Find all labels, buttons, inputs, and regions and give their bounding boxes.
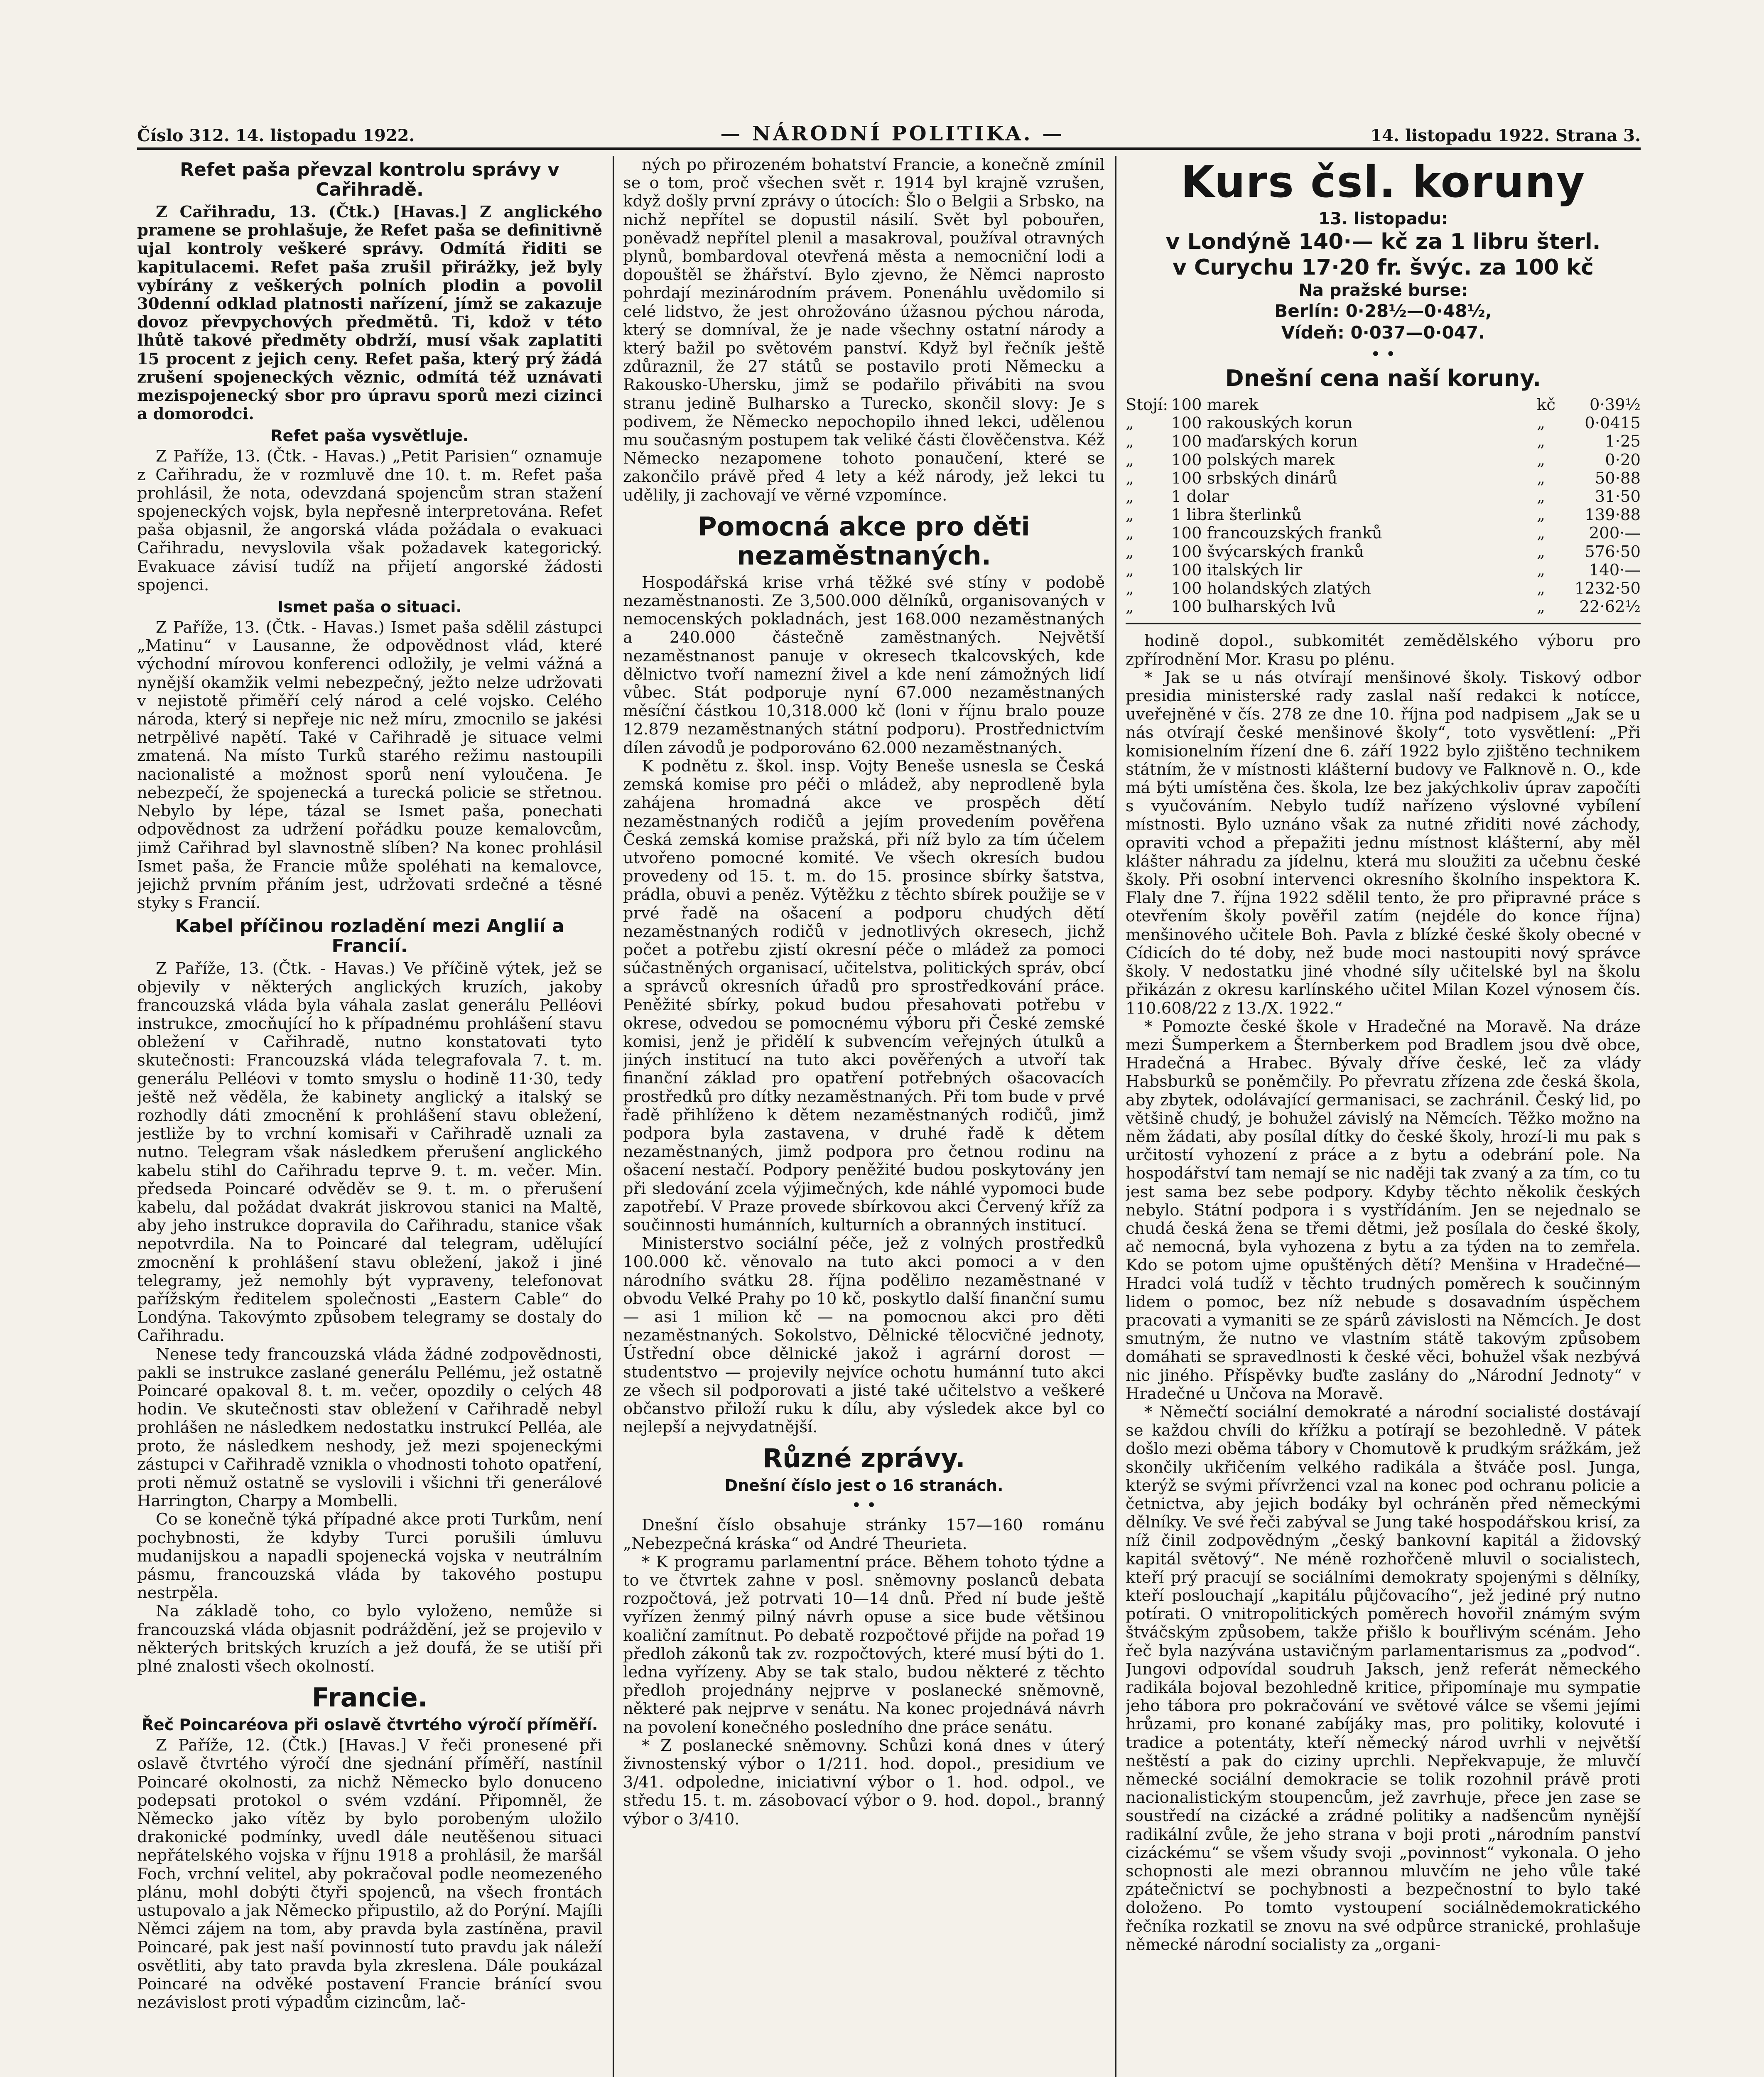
article-paragraph: Z Cařihradu, 13. (Čtk.) [Havas.] Z anglického pramene se prohlašuje, že Refet paša se definitivně ujal kontroly veškeré správy. Odmítá řiditi se kapitulacemi. Refet paša zrušil přirážky, jež byly vybírány z veškerých polních plodin a povolil 30denní odklad platnosti nařízení, jímž se zakazuje dovoz převpychových předmětů. Ti, kdož v této lhůtě takové předměty obdrží, musí však zaplatiti 15 procent z jejich ceny. Refet paša, který prý žádá zrušení spojeneckých věznic, odmítá též uznávati mezispojenecký sbor pro úpravu sporů mezi cizinci a domorodci. bbox=[137, 203, 602, 424]
rate-prefix: „ bbox=[1126, 469, 1134, 488]
rate-value: 31·50 bbox=[1595, 487, 1641, 506]
article-paragraph: Na základě toho, co bylo vyloženo, nemůže si francouzská vláda objasnit podráždění, jež se projevilo v některých britských kruzích a jež doufá, že se utiší při plné znalosti všech okolností. bbox=[137, 1602, 602, 1676]
article-paragraph: Co se konečně týká případné akce proti Turkům, není pochybnosti, že kdyby Turci porušili úmluvu mudanijskou a napadli spojenecká vojska v neutrálním pásmu, francouzská vláda by takového postupu nestrpěla. bbox=[137, 1510, 602, 1603]
article-heading: Kabel příčinou rozladění mezi Anglií a Francií. bbox=[175, 916, 564, 957]
rate-row bbox=[1126, 579, 1641, 598]
rate-unit: „ bbox=[1537, 560, 1545, 579]
article-paragraph: * Němečtí sociální demokraté a národní socialisté dostávají se každou chvíli do křížku a potírají se bezohledně. V pátek došlo mezi oběma tábory v Chomutově k prudkým srážkám, jež skončily ukřičením velkého radikála a štváče posl. Junga, kterýž se svými přívrženci vzal na konec pod ochranu policie a četnictva, aby jejich bodáky byl ochráněn před německými dělníky. Ve své řeči zabýval se Jung také hospodářskou krisí, za níž činil zodpovědným „český bankovní kapitál a židovský kapitál světový“. Ne méně rozhořčeně mluvil o socialistech, kteří prý pracují se sociálními demokraty spojenými s dělníky, kteří poslouchají „kapitálu půjčovacího“, jež jediné prý nutno potírati. O vnitropolitických poměrech hovořil známým svým štváčským způsobem, takže přišlo k bouřlivým scénám. Jeho řeč byla nazývána ustavičným parlamentarismus za „podvod“. Jungovi odpovídal soudruh Jaksch, jenž referát německého radikála bojoval bezohledně kritice, připomínaje mu sympatie jeho tábora pro pokračování ve světové válce se všemi jejími hrůzami, pro konané zabíjáky mas, pro politiky, kolovuté i tradice a potentáty, kteří německý národ uvrhli v největší neštěstí a pak do ciziny uprchli. Nepřekvapuje, že mluvčí německé sociální demokracie se tolik rozohnil právě proti nacionalistickým stoupencům, jež zavrhuje, přece jen zase se soustředí na cizácké a zrádné politiky a nadšencům nynější radikální zvůle, že jeho strana v boji proti „národním panství cizáckému“ se všem všudy svoji „povinnost“ vykonala. O jeho schopnosti ale mezi obrannou mluvčím ne jeho vůle také zpátečnictví se pochybnosti a bezpečnostní to bylo také doloženo. Po tomto vystoupení sociálnědemokratického řečníka rozkatil se znovu na své odpůrce stranické, prohlašuje německé národní socialisty za „organi- bbox=[1126, 1402, 1641, 1954]
rate-row bbox=[1126, 524, 1641, 543]
article-paragraph: * Z poslanecké sněmovny. Schůzi koná dnes v úterý živnostenský výbor o 1/211. hod. dopol., presidium ve 3/41. odpoledne, iniciativní výbor o 1. hod. odpol., ve středu 15. t. m. zásobovací výbor o 9. hod. dopol., branný výbor o 3/410. bbox=[623, 1736, 1105, 1829]
article-paragraph: Z Paříže, 13. (Čtk. - Havas.) Ismet paša sdělil zástupci „Matinu“ v Lausanne, že odpovědnost vlád, které východní mírovou konferenci odložily, je velmi vážná a nynější okamžik velmi nebezpečný, ježto nelze udržovati v nejistotě přiměří celý národ a celé vojsko. Celého národa, který si nepřeje nic než míru, zmocnilo se jakési netrpělivé napětí. Také v Cařihradě je situace velmi zmatená. Na místo Turků starého režimu nastoupili nacionalisté a možnost sporů není vyloučena. Je nebezpečí, že spojenecká a turecká policie se střetnou. Nebylo by lépe, tázal se Ismet paša, ponechati odpovědnost za udržení pořádku pouze kemalovcům, jimž Cařihrad byl slavnostně slíben? Na konec prohlásil Ismet paša, že Francie může spoléhati na kemalovce, jejichž prvním přáním jest, udržovati srdečné a těsné styky s Francií. bbox=[137, 618, 602, 913]
burse-heading: Na pražské burse: bbox=[1298, 281, 1468, 300]
rate-prefix: „ bbox=[1126, 542, 1134, 561]
rate-label: 100 polských marek bbox=[1171, 450, 1335, 469]
rate-unit: „ bbox=[1537, 597, 1545, 616]
rates-table bbox=[1126, 396, 1641, 616]
rate-value: 139·88 bbox=[1585, 506, 1641, 525]
exchange-rate-title: Kurs čsl. koruny bbox=[1180, 157, 1586, 207]
rate-prefix: „ bbox=[1126, 506, 1134, 525]
rate-unit: „ bbox=[1537, 487, 1545, 506]
newspaper-title: — NÁRODNÍ POLITIKA. — bbox=[720, 122, 1065, 145]
section-heading: Francie. bbox=[312, 1682, 428, 1713]
rate-unit: „ bbox=[1537, 432, 1545, 451]
article-paragraph: Z Paříže, 13. (Čtk. - Havas.) Ve příčině výtek, jež se objevily v některých anglických kruzích, jakoby francouzská vláda byla váhala zaslat generálu Pelléovi instrukce, zmocňující ho k případnému prohlášení stavu obležení v Cařihradě, nutno konstatovati tyto skutečnosti: Francouzská vláda telegrafovala 7. t. m. generálu Pelléovi v tomto smyslu o hodině 11·30, tedy ještě než věděla, že kabinety anglický a italský se rozhodly dáti zmocnění k prohlášení stavu obležení, jestliže by to vrchní komisaři v Cařihradě uznali za nutno. Telegram však následkem přerušení anglického kabelu stihl do Cařihradu teprve 9. t. m. večer. Min. předseda Poincaré odvěděv se 9. t. m. o přerušení kabelu, dal požádat dvakrát jiskrovou stanici na Maltě, aby jeho instrukce dopravila do Cařihradu, stanice však nepotvrdila. Na to Poincaré dal telegram, udělující zmocnění k prohlášení stavu obležení, jakož i jiné telegramy, jež nemohly být vypraveny, telefonovat pařížským ředitelem společnosti „Eastern Cable“ do Londýna. Takovýmto způsobem telegramy se dostaly do Cařihradu. bbox=[137, 959, 602, 1345]
rate-row bbox=[1126, 451, 1641, 469]
column-divider bbox=[613, 156, 614, 2077]
article-paragraph: Z Paříže, 12. (Čtk.) [Havas.] V řeči pronesené při oslavě čtvrtého výročí dne sjednání příměří, nastínil Poincaré okolnosti, za nichž Německo bylo donuceno podepsati protokol o svém vzdání. Připomněl, že Německo jako vítěz by bylo porobeným uložilo drakonické podmínky, uvedl dále neutěšenou situaci nepřátelského vojska v říjnu 1918 a prohlásil, že maršál Foch, vrchní velitel, aby pokračoval podle neomezeného plánu, mohl dobýti čtyři spojenců, na všech frontách ustupovalo a jak Německo připustilo, až do Porýní. Majíli Němci zájem na tom, aby pravda byla zastíněna, pravil Poincaré, pak jest naší povinností tuto pravdu jak náleží osvětliti, aby tato pravda byla zkreslena. Dále poukázal Poincaré na odvěké postavení Francie bránící svou nezávislost proti výpadům cizincům, lač- bbox=[137, 1736, 602, 2012]
article-paragraph: * Pomozte české škole v Hradečné na Moravě. Na dráze mezi Šumperkem a Šternberkem pod Bradlem jsou dvě obce, Hradečná a Hrabec. Bývaly dříve české, leč za vlády Habsburků se poněmčily. Po převratu zřízena zde česká škola, aby zbytek, odolávající germanisaci, se zachránil. Český lid, po většině chudý, je bohužel závislý na Němcích. Těžko možno na něm žádati, aby posílal dítky do české školy, hrozí-li mu pak s určitostí vyhození z práce a z bytu a odebrání pole. Na hospodářství tam nemají se nic naději tak zvaný a za tím, co tu jest sama bez sebe podpory. Kdyby těchto několik českých nebylo. Státní podpora i s vystřídáním. Jen se nejednalo se chudá česká žena se třemi dětmi, jež posílala do české školy, ač nemocná, byla vyhozena z bytu a za týden na to zemřela. Kdo se potom ujme opuštěných dětí? Menšina v Hradečné—Hradci volá tudíž v těchto trudných poměrech k součinným lidem o pomoc, bez níž nebude s dosavadním úspěchem pracovati a vymaniti se ze spárů závislosti na Němcích. Je dost smutným, že nutno ve vlastním státě takovým způsobem domáhati se spravedlnosti k české věci, bohužel však nezbývá nic jiného. Příspěvky buďte zaslány do „Národní Jednoty“ v Hradečné u Unčova na Moravě. bbox=[1126, 1017, 1641, 1403]
column-2 bbox=[623, 156, 1105, 2077]
rate-unit: kč bbox=[1537, 395, 1555, 414]
rate-prefix: „ bbox=[1126, 432, 1134, 451]
rate-row bbox=[1126, 598, 1641, 616]
rate-unit: „ bbox=[1537, 469, 1545, 488]
exchange-rate-london: v Londýně 140·— kč za 1 libru šterl. bbox=[1165, 229, 1601, 254]
rate-unit: „ bbox=[1537, 542, 1545, 561]
article-paragraph: K podnětu z. škol. insp. Vojty Beneše usnesla se Česká zemská komise pro péči o mládež, aby neprodleně byla zahájena hromadná akce ve prospěch dětí nezaměstnaných rodičů a jejím provedením pověřena Česká zemská komise pražská, při níž bylo za tím účelem utvořeno pomocné komité. Ve všech okresích budou provedeny od 15. t. m. do 15. prosince sbírky šatstva, prádla, obuvi a peněz. Výtěžku z těchto sbírek použije se v prvé řadě na ošacení a podporu chudých dětí nezaměstnaných rodičů v jednotlivých okresech, jichž počet a potřebu zjistí okresní péče o mládež za pomoci súčastněných organisací, učitelstva, politických správ, obcí a správců okresních úřadů pro sprostředkování práce. Peněžité sbírky, pokud budou přesahovati potřebu v okrese, odvedou se pomocnému výboru při České zemské komisi, jenž je přidělí k subvencím veřejných útulků a jiných institucí na tuto akci pověřených a utvoří tak finanční základ pro opatření potřebných ošacovacích prostředků pro dítky nezaměstnaných. Při tom bude v prvé řadě přihlíženo k dětem nezaměstnaných rodičů, jimž podpora byla zastavena, v druhé řadě k dětem nezaměstnaných, jimž podpora pro četnou rodinu na ošacení nestačí. Podpory peněžité budou poskytovány jen při sledování zcela výjimečných, kde náhlé vypomoci bude zapotřebí. V Praze provede sbírkovou akci Červený kříž za součinnosti humánních, kulturních a obranných institucí. bbox=[623, 756, 1105, 1235]
header-date-page: 14. listopadu 1922. Strana 3. bbox=[1370, 126, 1641, 145]
column-1 bbox=[137, 156, 602, 2077]
rate-prefix: „ bbox=[1126, 560, 1134, 579]
header-rule bbox=[137, 147, 1641, 150]
rate-row bbox=[1126, 414, 1641, 432]
rate-label: 100 švýcarských franků bbox=[1171, 542, 1364, 561]
section-heading: Různé zprávy. bbox=[763, 1443, 965, 1474]
rate-unit: „ bbox=[1537, 414, 1545, 433]
rate-prefix: „ bbox=[1126, 414, 1134, 433]
rate-label: 100 marek bbox=[1171, 395, 1259, 414]
rate-row bbox=[1126, 469, 1641, 488]
rate-row bbox=[1126, 396, 1641, 414]
page-header bbox=[137, 120, 1641, 145]
column-divider bbox=[1115, 156, 1116, 2077]
rate-label: 100 srbských dinárů bbox=[1171, 469, 1337, 488]
article-paragraph: ných po přirozeném bohatství Francie, a konečně zmínil se o tom, proč všechen svět r. 1914 byl krajně vzrušen, když došly první zprávy o útocích: Šlo o Belgii a Srbsko, na nichž nepřítel se dopustil násilí. Svět byl pobouřen, poněvadž nepřítel plenil a masakroval, používal otravných plynů, bombardoval otevřená města a nemocniční lodi a dopouštěl se žhářství. Bylo zjevno, že Němci naprosto pohrdají mezinárodním právem. Ponenáhlu uvědomilo si celé lidstvo, že jest ohrožováno úžasnou pýchou národa, který se domníval, že je nade všechny ostatní národy a který bažil po světovém panství. Když byl řečník ještě zdůraznil, že 27 států se postavilo proti Německu a Rakousko-Uhersku, jimž se podařilo přivábiti na svou stranu jedině Bulharsko a Turecko, skončil slovy: Je s podivem, že Německo nepochopilo ihned lekci, udělenou mu současným postupem tak veliké části člověčenstva. Kéž Německo nezapomene tohoto ponaučení, které se zakončilo právě před 4 lety a kéž národy, jež lekci tu udělily, ji zachovají ve věrné vzpomínce. bbox=[623, 156, 1105, 505]
rate-row bbox=[1126, 432, 1641, 451]
article-heading: Refet paša převzal kontrolu správy v Cařihradě. bbox=[180, 159, 559, 200]
rate-value: 22·62½ bbox=[1579, 597, 1641, 616]
article-paragraph: Nenese tedy francouzská vláda žádné zodpovědnosti, pakli se instrukce zaslané generálu Pellému, jež ostatně Poincaré opakoval 8. t. m. večer, opozdily o celých 48 hodin. Ve skutečnosti stav obležení v Cařihradě nebyl prohlášen ne následkem nedostatku instrukcí Pelléa, ale proto, že následkem neshody, jež mezi spojeneckými zástupci v Cařihradě vznikla o vhodnosti tohoto opatření, proti němuž ostatně se vyslovili i všichni tři generálové Harrington, Charpy a Mombelli. bbox=[137, 1345, 602, 1511]
section-rule bbox=[1126, 623, 1641, 624]
rate-value: 140·— bbox=[1589, 560, 1641, 579]
rate-prefix: „ bbox=[1126, 579, 1134, 598]
rate-label: 1 dolar bbox=[1171, 487, 1229, 506]
rate-prefix: „ bbox=[1126, 487, 1134, 506]
rate-label: 100 maďarských korun bbox=[1171, 432, 1358, 451]
article-paragraph: Hospodářská krise vrhá těžké své stíny v podobě nezaměstnanosti. Ze 3,500.000 dělníků, organisovaných v nemocenských pokladnách, jest 168.000 nezaměstnaných a 240.000 částečně zaměstnaných. Největší nezaměstnanost panuje v okresech tkalcovských, kde dělnictvo tvoří namezní živel a kde není zámožných lidí vůbec. Stát podporuje nyní 67.000 nezaměstnaných měsíční částkou 10,318.000 kč (loni v říjnu bralo pouze 12.879 nezaměstnaných státní podporu). Prostřednictvím dílen závodů je podporováno 62.000 nezaměstnaných. bbox=[623, 573, 1105, 757]
article-paragraph: * Jak se u nás otvírají menšinové školy. Tiskový odbor presidia ministerské rady zaslal naší redakci k notícce, uveřejněné v čís. 278 ze dne 10. října pod nadpisem „Jak se u nás otvírají české menšinové školy“, toto vysvětlení: „Při komisionelním řízení dne 6. září 1922 bylo zjištěno technikem státním, že v místnosti klášterní budovy ve Falknově n. O., kde má býti umístěna čes. škola, lze bez jakýchkoliv úprav započíti s vyučováním. Nebylo tudíž nařízeno výslovné vybílení místnosti. Bylo uznáno však za nutné zřiditi nové záchody, opraviti vchod a přepažiti jednu místnost klášterní, aby měl klášter náhradu za jídelnu, která mu sloužiti za učebnu české školy. Při osobní intervenci okresního školního inspektora K. Flaly dne 7. října 1922 sdělil tento, že pro připravné práce s otevřením školy pověřil zatím (nejdéle do konce října) menšinového učitele Boh. Pavla z blízké české školy obecné v Cídicích do té doby, než bude moci nastoupiti nový správce školy. V nedostatku jiné vhodné síly učitelské byl na školu přikázán z okresu karlínského učitel Milan Kozel výnosem čís. 110.608/22 z 13./X. 1922.“ bbox=[1126, 668, 1641, 1018]
rate-row bbox=[1126, 488, 1641, 506]
ornament-dots: • • bbox=[1371, 345, 1396, 364]
article-paragraph: * K programu parlamentní práce. Během tohoto týdne a to ve čtvrtek zahne v posl. sněmovny poslanců debata rozpočtová, jež potrvati 10—14 dnů. Před ní bude ještě vyřízen ženmý pilný návrh opuse a sice bude většinou koaliční zamítnut. Po debatě rozpočtové přijde na pořad 19 předloh zákonů tak zv. rozpočtových, které musí býti do 1. ledna vyřízeny. Aby se tak stalo, budou některé z těchto předloh projednány nejprve v poslanecké sněmovně, některé pak nejprve v senátu. Na konec projednává návrh na povolení konečného posledního dne práce senátu. bbox=[623, 1552, 1105, 1737]
rate-value: 0·39½ bbox=[1589, 395, 1641, 414]
article-heading: Dnešní číslo jest o 16 stranách. bbox=[724, 1476, 1003, 1495]
rate-row bbox=[1126, 543, 1641, 561]
rate-prefix: Stojí: bbox=[1126, 395, 1168, 414]
article-paragraph: hodině dopol., subkomitét zemědělského výboru pro zpřírodnění Mor. Krasu po plénu. bbox=[1126, 631, 1641, 669]
article-paragraph: Dnešní číslo obsahuje stránky 157—160 románu „Nebezpečná kráska“ od André Theurieta. bbox=[623, 1516, 1105, 1553]
rate-unit: „ bbox=[1537, 524, 1545, 543]
rate-value: 576·50 bbox=[1585, 542, 1641, 561]
article-paragraph: Ministerstvo sociální péče, jež z volných prostředků 100.000 kč. věnovalo na tuto akci pomoci a v den národního svátku 28. října poděliло nezaměstnané v obvodu Velké Prahy po 10 kč, poskytlo další finanční sumu — asi 1 milion kč — na pomocnou akci pro děti nezaměstnaných. Sokolstvo, Dělnické tělocvičné jednoty, Ústřední obce dělnické jakož i agrární dorost — studentstvo — projevily nejvíce ochotu humánní tuto akci ze všech sil podporovati a jisté také učitelstvo a veškeré občanstvo přiloží ruku k dílu, aby výsledek akce byl co nejlepší a nejvydatnější. bbox=[623, 1234, 1105, 1437]
rate-unit: „ bbox=[1537, 579, 1545, 598]
rate-prefix: „ bbox=[1126, 450, 1134, 469]
rate-label: 1 libra šterlinků bbox=[1171, 506, 1302, 525]
article-heading: Řeč Poincaréova při oslavě čtvrtého výročí příměří. bbox=[141, 1716, 598, 1734]
rate-label: 100 bulharských lvů bbox=[1171, 597, 1336, 616]
article-heading: Ismet paša o situaci. bbox=[277, 598, 462, 616]
rate-unit: „ bbox=[1537, 506, 1545, 525]
article-paragraph: Z Paříže, 13. (Čtk. - Havas.) „Petit Parisien“ oznamuje z Cařihradu, že v rozmluvě dne 10. t. m. Refet paša prohlásil, že nota, odevzdaná spojencům stran stažení spojeneckých vojsk, byla nepřesně interpretována. Refet paša objasnil, že angorská vláda požádala o evakuaci Cařihradu, nevyslovila však požadavek kategorický. Evakuace závisí tudíž na přijetí angorské žádosti spojenci. bbox=[137, 447, 602, 594]
rate-value: 0·0415 bbox=[1585, 414, 1641, 433]
burse-vienna: Vídeň: 0·037—0·047. bbox=[1281, 322, 1485, 343]
header-issue-date: Číslo 312. 14. listopadu 1922. bbox=[137, 126, 415, 145]
rate-label: 100 francouzských franků bbox=[1171, 524, 1382, 543]
exchange-rate-zurich: v Curychu 17·20 fr. švýc. za 100 kč bbox=[1173, 255, 1594, 280]
rate-value: 1·25 bbox=[1605, 432, 1641, 451]
rate-row bbox=[1126, 561, 1641, 579]
rate-label: 100 holandských zlatých bbox=[1171, 579, 1371, 598]
burse-berlin: Berlín: 0·28½—0·48½, bbox=[1274, 301, 1492, 321]
exchange-rate-date: 13. listopadu: bbox=[1318, 209, 1448, 228]
rate-value: 50·88 bbox=[1595, 469, 1641, 488]
article-heading: Pomocná akce pro děti nezaměstnaných. bbox=[698, 511, 1030, 571]
rate-label: 100 rakouských korun bbox=[1171, 414, 1353, 433]
rate-value: 200·— bbox=[1589, 524, 1641, 543]
article-heading: Refet paša vysvětluje. bbox=[270, 427, 469, 445]
rate-unit: „ bbox=[1537, 450, 1545, 469]
rate-row bbox=[1126, 506, 1641, 524]
ornament-dots: • • bbox=[851, 1496, 876, 1515]
rate-prefix: „ bbox=[1126, 524, 1134, 543]
column-3 bbox=[1126, 156, 1641, 2077]
koruna-price-title: Dnešní cena naší koruny. bbox=[1225, 365, 1541, 391]
rate-value: 0·20 bbox=[1605, 450, 1641, 469]
rate-prefix: „ bbox=[1126, 597, 1134, 616]
rate-value: 1232·50 bbox=[1574, 579, 1641, 598]
rate-label: 100 italských lir bbox=[1171, 560, 1303, 579]
